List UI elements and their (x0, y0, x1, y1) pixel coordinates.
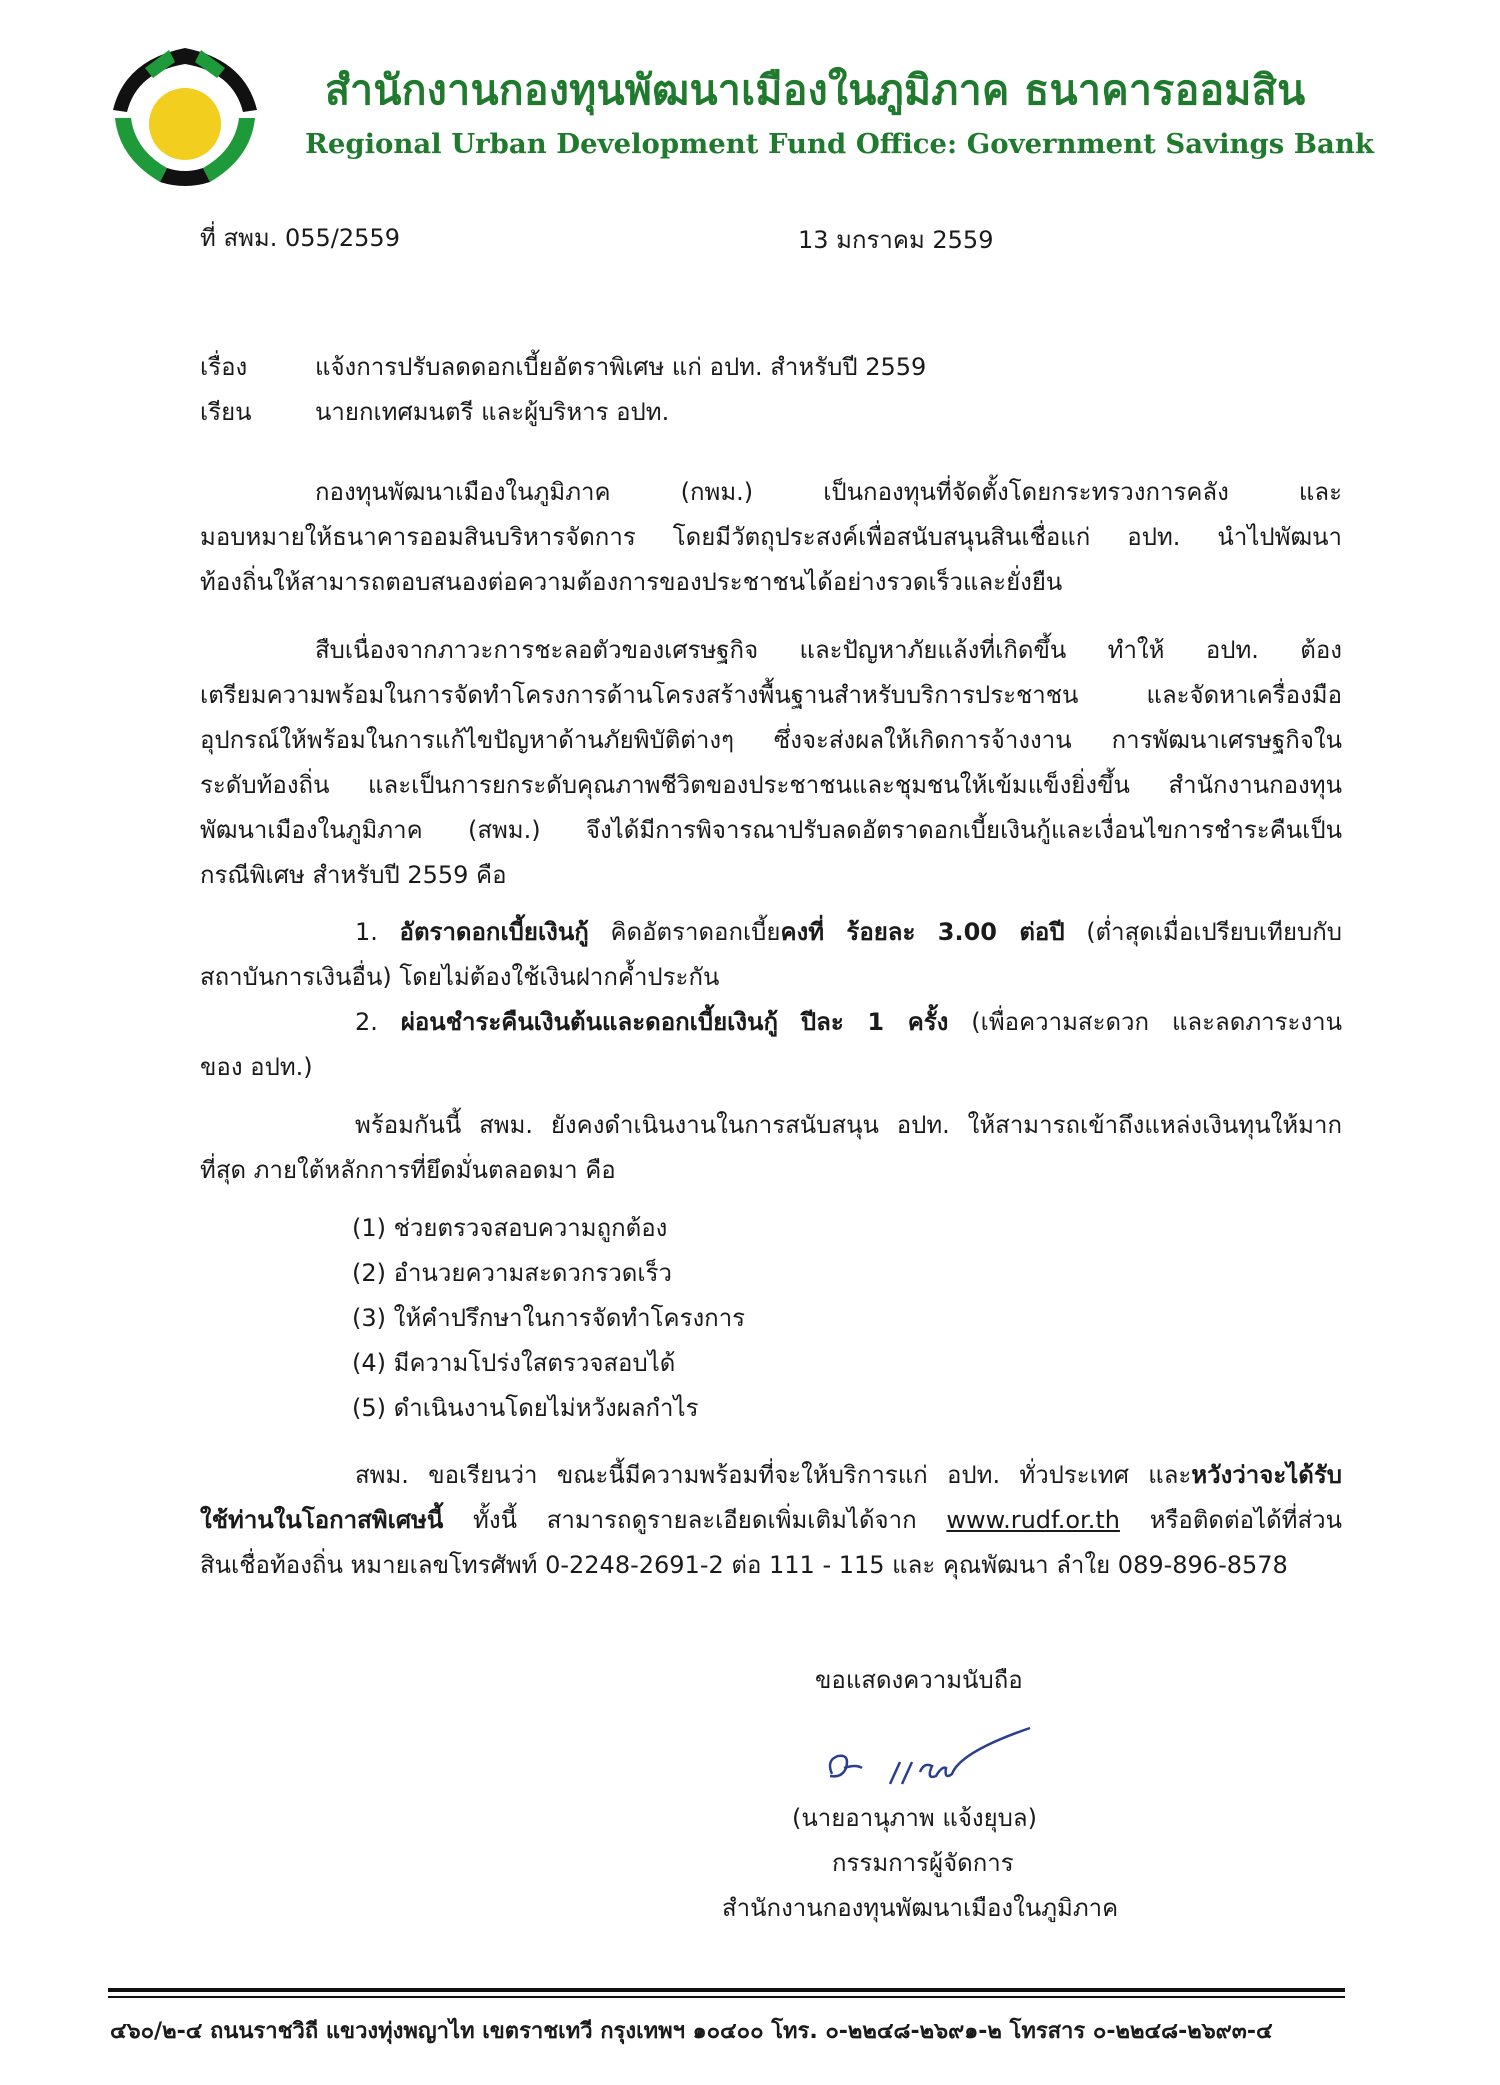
item-bold: ผ่อนชำระคืนเงินต้นและดอกเบี้ยเงินกู้ (400, 1008, 778, 1036)
item-number: 2. (355, 1008, 378, 1036)
principle-item: (2) อำนวยความสะดวกรวดเร็ว (352, 1259, 672, 1287)
item-number: 1. (355, 918, 378, 946)
item-line-2: ของ อปท.) (200, 1053, 313, 1081)
contact-text: ทั้งนี้ สามารถดูรายละเอียดเพิ่มเติมได้จาก (443, 1506, 947, 1534)
principle-item: (5) ดำเนินงานโดยไม่หวังผลกำไร (352, 1394, 699, 1422)
letter-date: 13 มกราคม 2559 (798, 226, 994, 254)
principle-item: (3) ให้คำปรึกษาในการจัดทำโครงการ (352, 1304, 746, 1332)
paragraph-line: กองทุนพัฒนาเมืองในภูมิภาค (กพม.) เป็นกองทุนที่จัดตั้งโดยกระทรวงการคลัง และ (315, 478, 1342, 506)
paragraph-background (200, 628, 1342, 898)
closing-salutation: ขอแสดงความนับถือ (815, 1666, 1023, 1694)
item-bold: อัตราดอกเบี้ยเงินกู้ (399, 918, 589, 946)
org-name-english: Regional Urban Development Fund Office: Government Savings Bank (305, 128, 1374, 160)
item-line-2: สถาบันการเงินอื่น) โดยไม่ต้องใช้เงินฝากค้ำประกัน (200, 963, 720, 991)
signer-title: กรรมการผู้จัดการ (832, 1849, 1014, 1877)
paragraph-line: พัฒนาเมืองในภูมิภาค (สพม.) จึงได้มีการพิจารณาปรับลดอัตราดอกเบี้ยเงินกู้และเงื่อนไขการชำระคืนเป็น (200, 816, 1342, 844)
footer-divider (108, 1988, 1345, 1992)
paragraph-line: กรณีพิเศษ สำหรับปี 2559 คือ (200, 861, 507, 889)
item-text: คิดอัตราดอกเบี้ย (588, 918, 781, 946)
paragraph-line: อุปกรณ์ให้พร้อมในการแก้ไขปัญหาด้านภัยพิบัติต่างๆ ซึ่งจะส่งผลให้เกิดการจ้างงาน การพัฒนาเศรษฐกิจใน (200, 726, 1342, 754)
signer-organization: สำนักงานกองทุนพัฒนาเมืองในภูมิภาค (722, 1894, 1119, 1922)
recipient-label: เรียน (200, 398, 252, 426)
item-text: (เพื่อความสะดวก และลดภาระงาน (948, 1008, 1343, 1036)
benefit-item-2 (200, 1000, 1342, 1090)
website-link[interactable]: www.rudf.or.th (946, 1506, 1120, 1534)
principle-item: (4) มีความโปร่งใสตรวจสอบได้ (352, 1349, 676, 1377)
paragraph-line: ระดับท้องถิ่น และเป็นการยกระดับคุณภาพชีวิตของประชาชนและชุมชนให้เข้มแข็งยิ่งขึ้น สำนักงานกองทุน (200, 771, 1342, 799)
rudf-logo (105, 40, 265, 190)
contact-text: หรือติดต่อได้ที่ส่วน (1119, 1506, 1343, 1534)
signer-name: (นายอานุภาพ แจ้งยุบล) (792, 1804, 1037, 1832)
contact-text: สพม. ขอเรียนว่า ขณะนี้มีความพร้อมที่จะให้บริการแก่ อปท. ทั่วประเทศ และ (355, 1461, 1192, 1489)
contact-bold: ใช้ท่านในโอกาสพิเศษนี้ (200, 1506, 444, 1534)
subject-label: เรื่อง (200, 353, 248, 381)
paragraph-line: ท้องถิ่นให้สามารถตอบสนองต่อความต้องการของประชาชนได้อย่างรวดเร็วและยั่งยืน (200, 568, 1063, 596)
principle-item: (1) ช่วยตรวจสอบความถูกต้อง (352, 1214, 668, 1242)
paragraph-line: เตรียมความพร้อมในการจัดทำโครงการด้านโครงสร้างพื้นฐานสำหรับบริการประชาชน และจัดหาเครื่องมือ (200, 681, 1342, 709)
paragraph-line: สืบเนื่องจากภาวะการชะลอตัวของเศรษฐกิจ และปัญหาภัยแล้งที่เกิดขึ้น ทำให้ อปท. ต้อง (315, 636, 1342, 664)
subject-text: แจ้งการปรับลดดอกเบี้ยอัตราพิเศษ แก่ อปท. สำหรับปี 2559 (315, 353, 927, 381)
paragraph-line: มอบหมายให้ธนาคารออมสินบริหารจัดการ โดยมีวัตถุประสงค์เพื่อสนับสนุนสินเชื่อแก่ อปท. นำไปพัฒนา (200, 523, 1342, 551)
reference-number: ที่ สพม. 055/2559 (200, 224, 400, 252)
contact-phone-line: สินเชื่อท้องถิ่น หมายเลขโทรศัพท์ 0-2248-2691-2 ต่อ 111 - 115 และ คุณพัฒนา ลำใย 089-896-8578 (200, 1551, 1288, 1579)
benefit-item-1 (200, 910, 1342, 1000)
paragraph-support (200, 1103, 1342, 1193)
footer-divider-thin (108, 1996, 1345, 1998)
contact-bold: หวังว่าจะได้รับ (1191, 1461, 1343, 1489)
item-bold: ปีละ 1 ครั้ง (800, 1008, 949, 1036)
recipient-text: นายกเทศมนตรี และผู้บริหาร อปท. (315, 398, 670, 426)
paragraph-contact (200, 1453, 1342, 1588)
paragraph-line: ที่สุด ภายใต้หลักการที่ยึดมั่นตลอดมา คือ (200, 1156, 616, 1184)
item-bold: คงที่ ร้อยละ 3.00 ต่อปี (780, 918, 1065, 946)
paragraph-line: พร้อมกันนี้ สพม. ยังคงดำเนินงานในการสนับสนุน อปท. ให้สามารถเข้าถึงแหล่งเงินทุนให้มาก (355, 1111, 1342, 1139)
signature-image (820, 1722, 1040, 1802)
item-text: (ต่ำสุดเมื่อเปรียบเทียบกับ (1064, 918, 1342, 946)
paragraph-intro (200, 470, 1342, 605)
footer-address: ๔๖๐/๒-๔ ถนนราชวิถี แขวงทุ่งพญาไท เขตราชเทวี กรุงเทพฯ ๑๐๔๐๐ โทร. ๐-๒๒๔๘-๒๖๙๑-๒ โทรสาร ๐-๒๒๔๘-๒๖๙๓-๔ (110, 2019, 1273, 2044)
item-text (778, 1008, 801, 1036)
org-name-thai: สำนักงานกองทุนพัฒนาเมืองในภูมิภาค ธนาคารออมสิน (325, 66, 1306, 114)
